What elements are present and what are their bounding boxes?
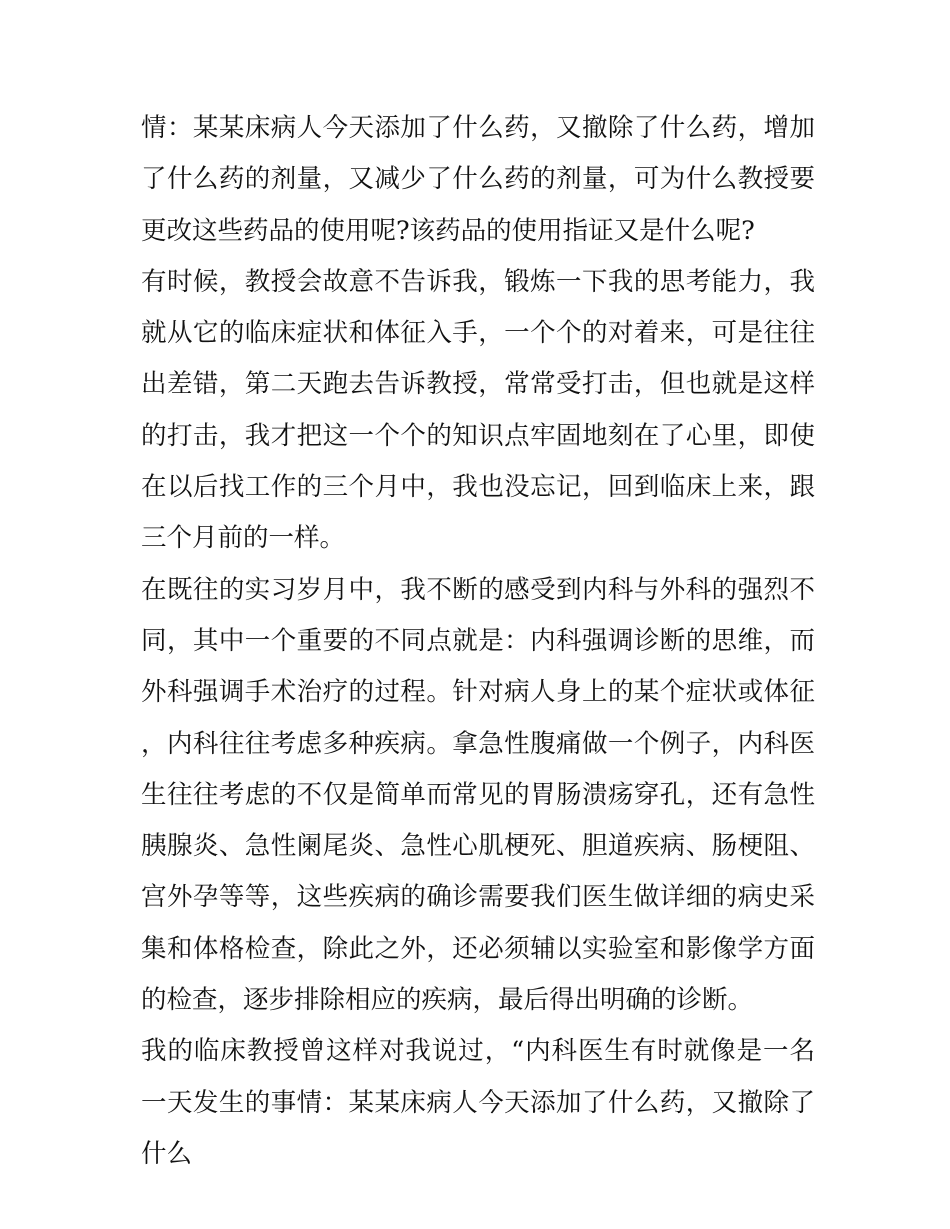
paragraph-3: 在既往的实习岁月中，我不断的感受到内科与外科的强烈不同，其中一个重要的不同点就是：内科强调诊断的思维，而外科强调手术治疗的过程。针对病人身上的某个症状或体征，内科往往考虑多种疾病。拿急性腹痛做一个例子，内科医生往往考虑的不仅是简单而常见的胃肠溃疡穿孔，还有急性胰腺炎、急性阑尾炎、急性心肌梗死、胆道疾病、肠梗阻、宫外孕等等，这些疾病的确诊需要我们医生做详细的病史采集和体格检查，除此之外，还必须辅以实验室和影像学方面的检查，逐步排除相应的疾病，最后得出明确的诊断。 [141, 574, 815, 1016]
paragraph-1: 情：某某床病人今天添加了什么药，又撤除了什么药，增加了什么药的剂量，又减少了什么药的剂量，可为什么教授要更改这些药品的使用呢?该药品的使用指证又是什么呢? [141, 113, 815, 246]
paragraph-4: 我的临床教授曾这样对我说过，“内科医生有时就像是一名一天发生的事情：某某床病人今天添加了什么药，又撤除了什么 [141, 1036, 815, 1169]
document-body [141, 103, 815, 1180]
paragraph-2: 有时候，教授会故意不告诉我，锻炼一下我的思考能力，我就从它的临床症状和体征入手，一个个的对着来，可是往往出差错，第二天跑去告诉教授，常常受打击，但也就是这样的打击，我才把这一个个的知识点牢固地刻在了心里，即使在以后找工作的三个月中，我也没忘记，回到临床上来，跟三个月前的一样。 [141, 266, 815, 554]
